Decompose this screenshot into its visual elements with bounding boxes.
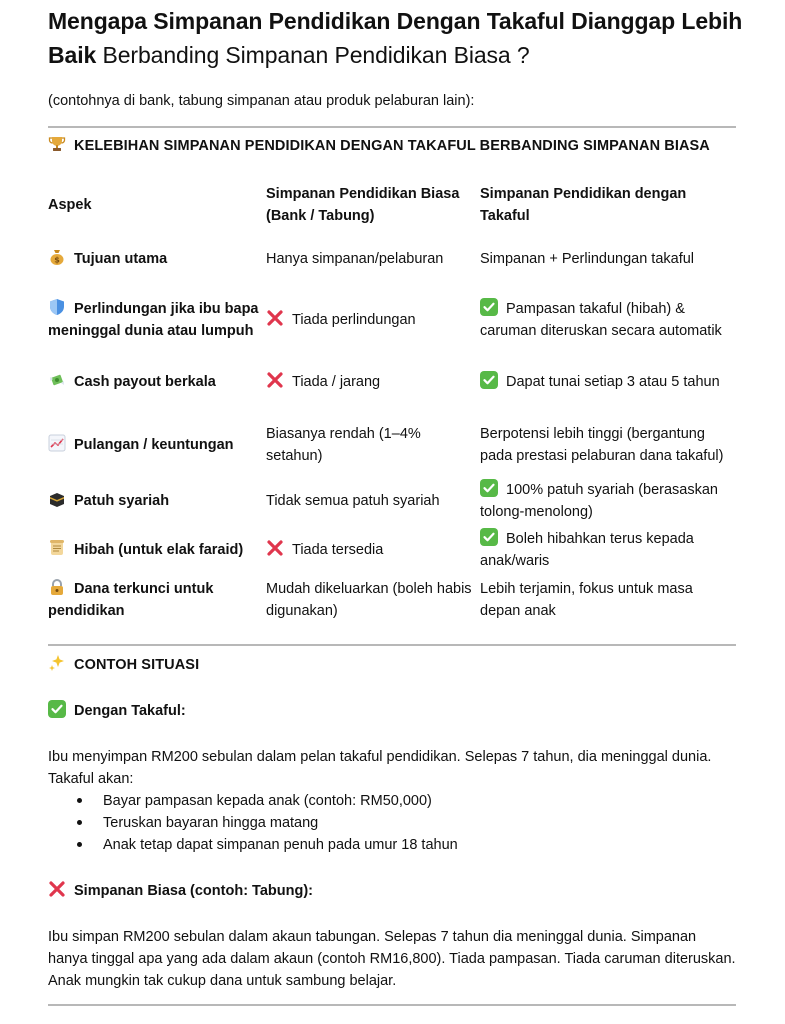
takaful-case-text: Ibu menyimpan RM200 sebulan dalam pelan takaful pendidikan. Selepas 7 tahun, dia meninggal dunia. Takaful akan:: [48, 749, 712, 787]
money-wings-icon: [48, 371, 66, 389]
cell-takaful: [480, 525, 736, 575]
table-row: [48, 525, 736, 575]
regular-value: Tidak semua patuh syariah: [266, 493, 440, 509]
aspect-label: Hibah (untuk elak faraid): [74, 542, 244, 558]
takaful-value: Dapat tunai setiap 3 atau 5 tahun: [506, 374, 720, 390]
cell-regular: [266, 289, 480, 351]
table-header-row: [48, 181, 736, 229]
cell-regular: [266, 229, 480, 289]
cell-takaful: [480, 477, 736, 525]
cell-takaful: [480, 351, 736, 413]
subtitle: (contohnya di bank, tabung simpanan atau produk pelaburan lain):: [48, 93, 475, 109]
regular-case-text: Ibu simpan RM200 sebulan dalam akaun tabungan. Selepas 7 tahun dia meninggal dunia. Simpanan hanya tinggal apa yang ada dalam akaun (contoh RM16,800). Tiada pampasan. Tiada caruman diteruskan. Anak mungkin tak cukup dana untuk sambung belajar.: [48, 929, 736, 989]
cell-aspect: [48, 351, 266, 413]
title-bold: Mengapa Simpanan Pendidikan Dengan Takaful Dianggap Lebih Baik: [48, 8, 743, 68]
sparkles-icon: [48, 654, 66, 672]
comparison-table: [48, 181, 736, 625]
aspect-label: Perlindungan jika ibu bapa meninggal dunia atau lumpuh: [48, 301, 259, 339]
aspect-label: Cash payout berkala: [74, 374, 216, 390]
table-row: [48, 575, 736, 625]
money-bag-icon: [48, 248, 66, 266]
cell-takaful: [480, 289, 736, 351]
cell-aspect: [48, 477, 266, 525]
table-row: [48, 229, 736, 289]
cell-regular: [266, 413, 480, 477]
regular-value: Tiada perlindungan: [292, 312, 416, 328]
cell-aspect: [48, 413, 266, 477]
takaful-value: Lebih terjamin, fokus untuk masa depan anak: [480, 581, 693, 619]
takaful-case-heading: [48, 700, 186, 722]
check-icon: [480, 298, 498, 316]
cross-icon: [266, 371, 284, 389]
cell-aspect: [48, 229, 266, 289]
regular-value: Biasanya rendah (1–4% setahun): [266, 426, 421, 464]
scroll-icon: [48, 539, 66, 557]
aspect-label: Dana terkunci untuk pendidikan: [48, 581, 214, 619]
check-icon: [480, 479, 498, 497]
table-row: [48, 413, 736, 477]
aspect-label: Pulangan / keuntungan: [74, 437, 234, 453]
cross-icon: [266, 539, 284, 557]
takaful-case-title: Dengan Takaful:: [74, 703, 186, 719]
chart-up-icon: [48, 434, 66, 452]
section-example-text: CONTOH SITUASI: [74, 657, 200, 673]
check-icon: [480, 371, 498, 389]
list-item: Teruskan bayaran hingga matang: [103, 812, 743, 834]
header-takaful-savings: Simpanan Pendidikan dengan Takaful: [480, 186, 687, 224]
cell-aspect: [48, 575, 266, 625]
check-icon: [48, 700, 66, 718]
page-title: [48, 4, 748, 72]
lock-icon: [48, 578, 66, 596]
regular-value: Mudah dikeluarkan (boleh habis digunakan): [266, 581, 472, 619]
table-row: [48, 351, 736, 413]
cell-regular: [266, 351, 480, 413]
cell-aspect: [48, 289, 266, 351]
list-item: Bayar pampasan kepada anak (contoh: RM50,000): [103, 790, 743, 812]
cell-regular: [266, 575, 480, 625]
title-light: Berbanding Simpanan Pendidikan Biasa ?: [102, 42, 530, 68]
section-example-title: [48, 654, 728, 676]
table-row: [48, 289, 736, 351]
cell-takaful: [480, 413, 736, 477]
takaful-value: Boleh hibahkan terus kepada anak/waris: [480, 531, 694, 569]
regular-case-heading: [48, 880, 313, 902]
header-aspect: Aspek: [48, 197, 92, 213]
regular-case-title: Simpanan Biasa (contoh: Tabung):: [74, 883, 313, 899]
cell-regular: [266, 525, 480, 575]
aspect-label: Patuh syariah: [74, 493, 170, 509]
takaful-value: Berpotensi lebih tinggi (bergantung pada prestasi pelaburan dana takaful): [480, 426, 724, 464]
regular-value: Tiada tersedia: [292, 542, 384, 558]
list-item: Anak tetap dapat simpanan penuh pada umur 18 tahun: [103, 834, 743, 856]
divider: [48, 1004, 736, 1006]
check-icon: [480, 528, 498, 546]
table-row: [48, 477, 736, 525]
takaful-case-bullets: [48, 790, 743, 856]
cell-aspect: [48, 525, 266, 575]
divider: [48, 126, 736, 128]
table-body: [48, 229, 736, 625]
divider: [48, 644, 736, 646]
cell-takaful: [480, 229, 736, 289]
aspect-label: Tujuan utama: [74, 251, 168, 267]
section-advantages-title: [48, 135, 728, 157]
cell-regular: [266, 477, 480, 525]
cross-icon: [48, 880, 66, 898]
trophy-icon: [48, 135, 66, 153]
section-advantages-text: KELEBIHAN SIMPANAN PENDIDIKAN DENGAN TAKAFUL BERBANDING SIMPANAN BIASA: [74, 138, 710, 154]
cell-takaful: [480, 575, 736, 625]
takaful-value: Simpanan + Perlindungan takaful: [480, 251, 695, 267]
kaaba-icon: [48, 490, 66, 508]
regular-value: Tiada / jarang: [292, 374, 381, 390]
shield-icon: [48, 298, 66, 316]
regular-value: Hanya simpanan/pelaburan: [266, 251, 444, 267]
takaful-value: 100% patuh syariah (berasaskan tolong-menolong): [480, 482, 718, 520]
cross-icon: [266, 309, 284, 327]
header-regular-savings: Simpanan Pendidikan Biasa (Bank / Tabung): [266, 186, 460, 224]
takaful-value: Pampasan takaful (hibah) & caruman diteruskan secara automatik: [480, 301, 722, 339]
svg-text:$: $: [54, 255, 60, 265]
